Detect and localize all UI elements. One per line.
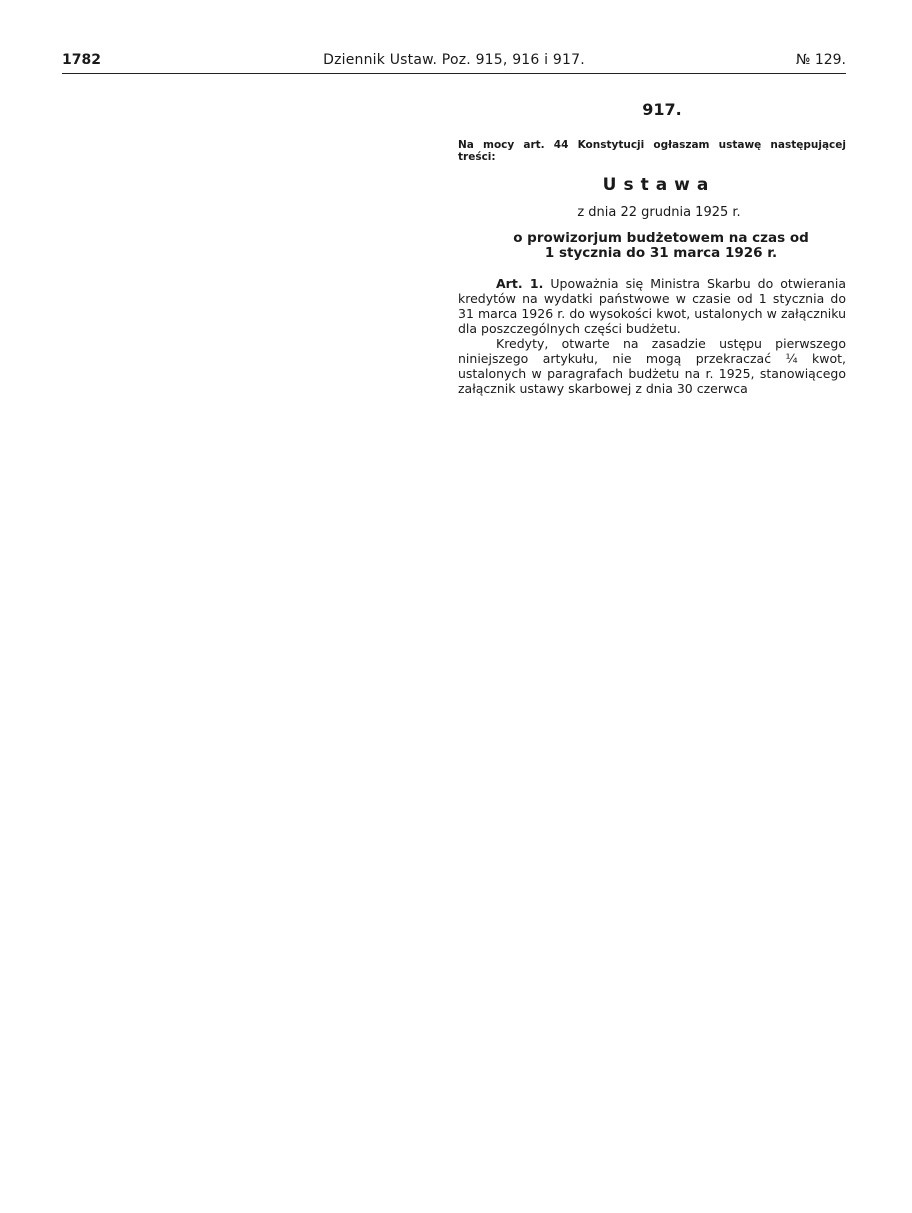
preamble: Na mocy art. 44 Konstytucji ogłaszam ustawę następującej treści: (458, 139, 846, 163)
act-date: z dnia 22 grudnia 1925 r. (577, 205, 741, 220)
journal-title: Dziennik Ustaw. Poz. 915, 916 i 917. (323, 52, 585, 68)
position-number: 917. (642, 100, 682, 119)
act-type-heading: Ustawa (602, 175, 716, 195)
act-subject-line-2: 1 stycznia do 31 marca 1926 r. (544, 245, 778, 261)
article-1-label: Art. 1. (496, 276, 544, 291)
header-rule (62, 73, 846, 74)
page-number: 1782 (62, 52, 101, 68)
issue-number: № 129. (795, 52, 846, 68)
right-column (458, 100, 846, 396)
act-subject (458, 231, 846, 261)
article-1-paragraph-1 (458, 276, 846, 336)
article-1-paragraph-2: Kredyty, otwarte na zasadzie ustępu pierwszego niniejszego artykułu, nie mogą przekraczać ¼ kwot, ustalonych w paragrafach budżetu na r. 1925, stanowiącego załącznik ustawy skarbowej z dnia 30 czerwca (458, 336, 846, 396)
act-subject-line-1: o prowizorjum budżetowem na czas od (513, 230, 809, 246)
page-header (62, 52, 846, 74)
article-1-text: Upoważnia się Ministra Skarbu do otwierania kredytów na wydatki państwowe w czasie od 1 stycznia do 31 marca 1926 r. do wysokości kwot, ustalonych w załączniku dla poszczególnych części budżetu. (458, 276, 846, 336)
